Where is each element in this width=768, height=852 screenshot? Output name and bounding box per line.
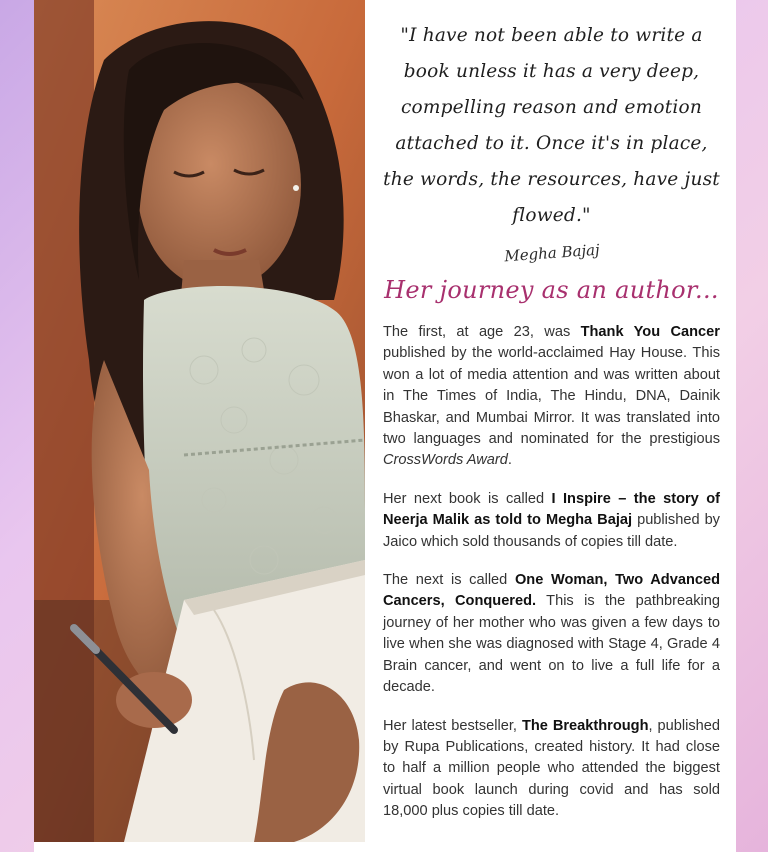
author-card [34, 0, 736, 852]
author-quote: "I have not been able to write a book unless it has a very deep, compelling reason and emotion attached to it. Once it's in place, the words, the resources, have just flowed." [383, 25, 720, 226]
paragraph-second-book: Her next book is called I Inspire – the story of Neerja Malik as told to Megha Bajaj published by Jaico which sold thousands of copies till date. [383, 490, 720, 550]
book-title-the-breakthrough: The Breakthrough [521, 717, 649, 734]
section-heading: Her journey as an author... [384, 276, 719, 304]
book-title-i-inspire: I Inspire – the story of Neerja Malik as told to Megha Bajaj [383, 490, 720, 529]
paragraph-third-book: The next is called One Woman, Two Advanced Cancers, Conquered. This is the pathbreaking journey of her mother who was given a few days to live when she was diagnosed with Stage 4, Grade 4 Brain cancer, and went on to live a full life for a decade. [383, 572, 721, 696]
paragraph-first-book: The first, at age 23, was Thank You Cancer published by the world-acclaimed Hay House. This won a lot of media attention and was written about in The Times of India, The Hindu, DNA, Dainik Bhaskar, and Mumbai Mirror. It was translated into two languages and nominated for the prestigious CrossWords Award. [383, 324, 720, 469]
author-photo [34, 0, 365, 842]
book-title-one-woman: One Woman, Two Advanced Cancers, Conquered. [383, 572, 721, 610]
paragraph-latest-book: Her latest bestseller, The Breakthrough, published by Rupa Publications, created history. It had close to half a million people who attended the biggest virtual book launch during covid and has sold 18,000 plus copies till date. [383, 717, 720, 820]
text-column [383, 0, 720, 852]
author-signature: Megha Bajaj [503, 240, 600, 266]
award-name: CrossWords Award [383, 452, 508, 469]
book-title-thank-you-cancer: Thank You Cancer [580, 324, 720, 340]
author-writing-photo [34, 0, 365, 842]
